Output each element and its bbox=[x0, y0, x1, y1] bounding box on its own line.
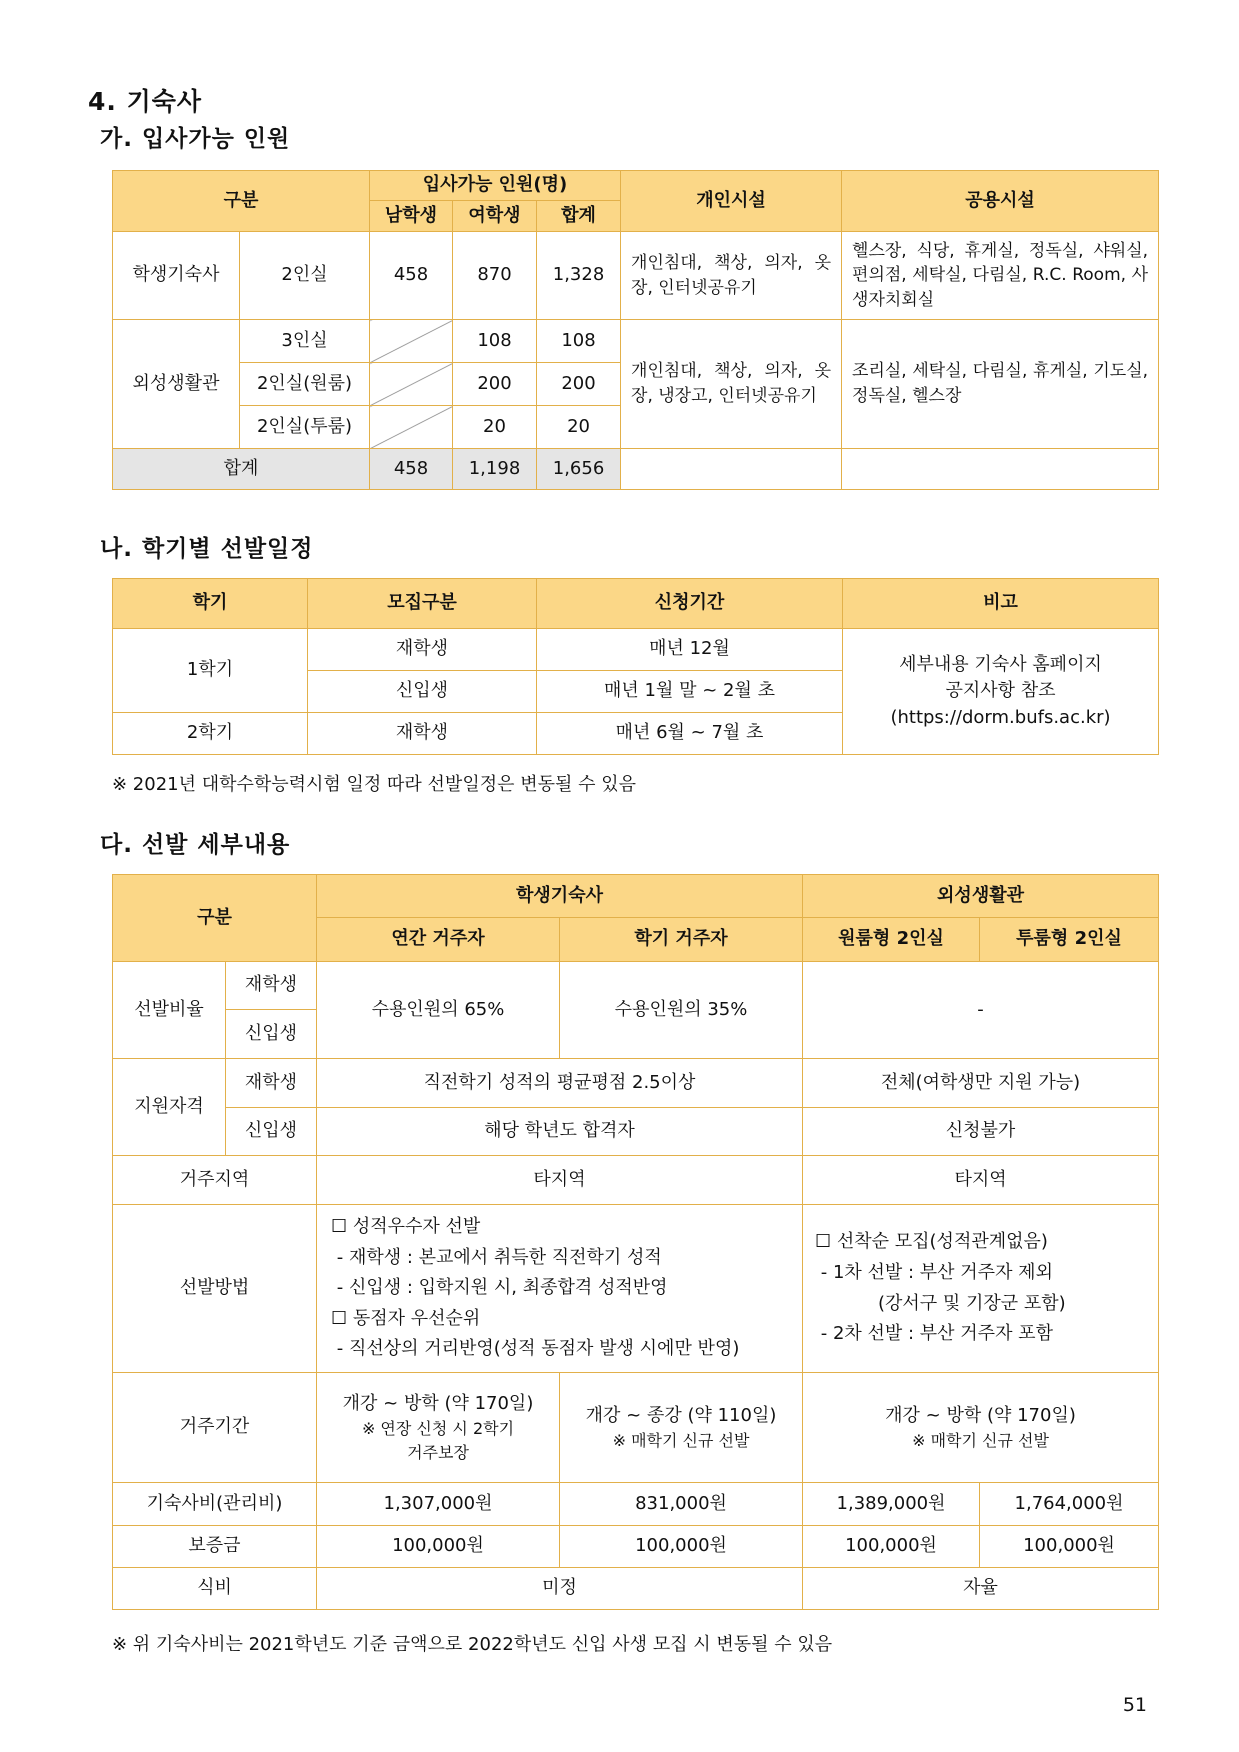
method-outer bbox=[803, 1205, 1159, 1373]
deposit-oneroom: 100,000원 bbox=[803, 1526, 980, 1568]
method-label: 선발방법 bbox=[113, 1205, 317, 1373]
period-label: 거주기간 bbox=[113, 1373, 317, 1483]
qual-fresh-dorm: 해당 학년도 합격자 bbox=[317, 1108, 803, 1156]
dorm2-female: 108 bbox=[453, 320, 537, 363]
method-dorm bbox=[317, 1205, 803, 1373]
period-current: 매년 12월 bbox=[537, 629, 843, 671]
method-line: ☐ 성적우수자 선발 bbox=[331, 1216, 481, 1238]
fee-semester: 831,000원 bbox=[560, 1483, 803, 1526]
ratio-label: 선발비율 bbox=[113, 962, 226, 1059]
fee-label: 기숙사비(관리비) bbox=[113, 1483, 317, 1526]
deposit-annual: 100,000원 bbox=[317, 1526, 560, 1568]
ratio-freshman: 신입생 bbox=[226, 1010, 317, 1059]
schedule-footnote: ※ 2021년 대학수학능력시험 일정 따라 선발일정은 변동될 수 있음 bbox=[112, 774, 636, 795]
dorm2-room: 3인실 bbox=[240, 320, 370, 363]
header-note: 비고 bbox=[843, 579, 1159, 629]
qual-freshman: 신입생 bbox=[226, 1108, 317, 1156]
page-number: 51 bbox=[1122, 1694, 1147, 1716]
dorm1-male: 458 bbox=[370, 232, 453, 320]
header-tworoom: 투룸형 2인실 bbox=[980, 918, 1159, 962]
method-line: - 재학생 : 본교에서 취득한 직전학기 성적 bbox=[331, 1246, 662, 1268]
qual-current-dorm: 직전학기 성적의 평균평점 2.5이상 bbox=[317, 1059, 803, 1108]
method-line: - 신입생 : 입학지원 시, 최종합격 성적반영 bbox=[331, 1277, 668, 1299]
meal-label: 식비 bbox=[113, 1568, 317, 1610]
method-line: (강서구 및 기장군 포함) bbox=[815, 1292, 1066, 1314]
dorm2-male-empty bbox=[370, 406, 453, 449]
dorm1-personal: 개인침대, 책상, 의자, 옷장, 인터넷공유기 bbox=[621, 232, 842, 320]
dorm1-common: 헬스장, 식당, 휴게실, 정독실, 샤워실, 편의점, 세탁실, 다림실, R.C. Room, 사생자치회실 bbox=[842, 232, 1159, 320]
dorm1-room: 2인실 bbox=[240, 232, 370, 320]
method-line: - 직선상의 거리반영(성적 동점자 발생 시에만 반영) bbox=[331, 1338, 740, 1360]
details-footnote: ※ 위 기숙사비는 2021학년도 기준 금액으로 2022학년도 신입 사생 모집 시 변동될 수 있음 bbox=[112, 1634, 833, 1655]
dorm2-total: 200 bbox=[537, 363, 621, 406]
period-annual-note: 거주보장 bbox=[407, 1442, 469, 1462]
dorm2-total: 20 bbox=[537, 406, 621, 449]
dorm2-personal: 개인침대, 책상, 의자, 옷장, 냉장고, 인터넷공유기 bbox=[621, 320, 842, 449]
note-line: 세부내용 기숙사 홈페이지 bbox=[899, 654, 1102, 676]
period-annual bbox=[317, 1373, 560, 1483]
header-period: 신청기간 bbox=[537, 579, 843, 629]
meal-outer: 자율 bbox=[803, 1568, 1159, 1610]
header-male: 남학생 bbox=[370, 201, 453, 232]
dorm2-female: 20 bbox=[453, 406, 537, 449]
dorm2-common: 조리실, 세탁실, 다림실, 휴게실, 기도실, 정독실, 헬스장 bbox=[842, 320, 1159, 449]
subsection-title-details: 다. 선발 세부내용 bbox=[100, 832, 291, 858]
header-outer: 외성생활관 bbox=[803, 875, 1159, 918]
dorm1-female: 870 bbox=[453, 232, 537, 320]
type-current-2: 재학생 bbox=[308, 713, 537, 755]
region-dorm: 타지역 bbox=[317, 1156, 803, 1205]
dorm2-male-empty bbox=[370, 363, 453, 406]
meal-dorm: 미정 bbox=[317, 1568, 803, 1610]
dorm2-room: 2인실(원룸) bbox=[240, 363, 370, 406]
type-current: 재학생 bbox=[308, 629, 537, 671]
fee-annual: 1,307,000원 bbox=[317, 1483, 560, 1526]
ratio-semester: 수용인원의 35% bbox=[560, 962, 803, 1059]
header-capacity: 입사가능 인원(명) bbox=[370, 171, 621, 201]
dorm1-total: 1,328 bbox=[537, 232, 621, 320]
deposit-label: 보증금 bbox=[113, 1526, 317, 1568]
note-url: (https://dorm.bufs.ac.kr) bbox=[890, 706, 1111, 728]
period-semester-main: 개강 ~ 종강 (약 110일) bbox=[585, 1404, 777, 1426]
note-line: 공지사항 참조 bbox=[945, 680, 1056, 702]
schedule-table bbox=[112, 578, 1159, 755]
header-oneroom: 원룸형 2인실 bbox=[803, 918, 980, 962]
ratio-outer: - bbox=[803, 962, 1159, 1059]
header-female: 여학생 bbox=[453, 201, 537, 232]
header-semester: 학기 bbox=[113, 579, 308, 629]
period-annual-note: ※ 연장 신청 시 2학기 bbox=[361, 1419, 515, 1439]
header-personal: 개인시설 bbox=[621, 171, 842, 232]
qual-fresh-outer: 신청불가 bbox=[803, 1108, 1159, 1156]
period-outer bbox=[803, 1373, 1159, 1483]
header-gubun: 구분 bbox=[113, 171, 370, 232]
header-dorm: 학생기숙사 bbox=[317, 875, 803, 918]
subsection-title-schedule: 나. 학기별 선발일정 bbox=[100, 536, 314, 562]
period-current-2: 매년 6월 ~ 7월 초 bbox=[537, 713, 843, 755]
ratio-annual: 수용인원의 65% bbox=[317, 962, 560, 1059]
sum-total: 1,656 bbox=[537, 449, 621, 490]
qual-label: 지원자격 bbox=[113, 1059, 226, 1156]
dorm2-room: 2인실(투룸) bbox=[240, 406, 370, 449]
method-line: ☐ 선착순 모집(성적관계없음) bbox=[815, 1231, 1048, 1253]
region-outer: 타지역 bbox=[803, 1156, 1159, 1205]
dorm1-name: 학생기숙사 bbox=[113, 232, 240, 320]
period-semester bbox=[560, 1373, 803, 1483]
deposit-tworoom: 100,000원 bbox=[980, 1526, 1159, 1568]
region-label: 거주지역 bbox=[113, 1156, 317, 1205]
period-outer-note: ※ 매학기 신규 선발 bbox=[912, 1430, 1049, 1450]
header-semester-resident: 학기 거주자 bbox=[560, 918, 803, 962]
period-freshman: 매년 1월 말 ~ 2월 초 bbox=[537, 671, 843, 713]
sum-personal-empty bbox=[621, 449, 842, 490]
period-annual-main: 개강 ~ 방학 (약 170일) bbox=[342, 1393, 534, 1415]
subsection-title-capacity: 가. 입사가능 인원 bbox=[100, 126, 291, 152]
fee-tworoom: 1,764,000원 bbox=[980, 1483, 1159, 1526]
type-freshman: 신입생 bbox=[308, 671, 537, 713]
details-table bbox=[112, 874, 1159, 1610]
dorm2-male-empty bbox=[370, 320, 453, 363]
semester-2: 2학기 bbox=[113, 713, 308, 755]
section-title: 4. 기숙사 bbox=[88, 87, 203, 116]
header-common: 공용시설 bbox=[842, 171, 1159, 232]
method-line: - 2차 선발 : 부산 거주자 포함 bbox=[815, 1323, 1053, 1345]
dorm2-name: 외성생활관 bbox=[113, 320, 240, 449]
qual-current: 재학생 bbox=[226, 1059, 317, 1108]
period-semester-note: ※ 매학기 신규 선발 bbox=[612, 1430, 750, 1450]
sum-male: 458 bbox=[370, 449, 453, 490]
period-outer-main: 개강 ~ 방학 (약 170일) bbox=[885, 1404, 1076, 1426]
method-line: - 1차 선발 : 부산 거주자 제외 bbox=[815, 1261, 1053, 1283]
fee-oneroom: 1,389,000원 bbox=[803, 1483, 980, 1526]
header-total: 합계 bbox=[537, 201, 621, 232]
dorm2-female: 200 bbox=[453, 363, 537, 406]
semester-1: 1학기 bbox=[113, 629, 308, 713]
qual-current-outer: 전체(여학생만 지원 가능) bbox=[803, 1059, 1159, 1108]
dorm2-total: 108 bbox=[537, 320, 621, 363]
ratio-current: 재학생 bbox=[226, 962, 317, 1010]
schedule-note bbox=[843, 629, 1159, 755]
sum-common-empty bbox=[842, 449, 1159, 490]
method-line: ☐ 동점자 우선순위 bbox=[331, 1307, 481, 1329]
deposit-semester: 100,000원 bbox=[560, 1526, 803, 1568]
header-gubun: 구분 bbox=[113, 875, 317, 962]
sum-female: 1,198 bbox=[453, 449, 537, 490]
sum-label: 합계 bbox=[113, 449, 370, 490]
header-type: 모집구분 bbox=[308, 579, 537, 629]
capacity-table bbox=[112, 170, 1159, 490]
header-annual: 연간 거주자 bbox=[317, 918, 560, 962]
